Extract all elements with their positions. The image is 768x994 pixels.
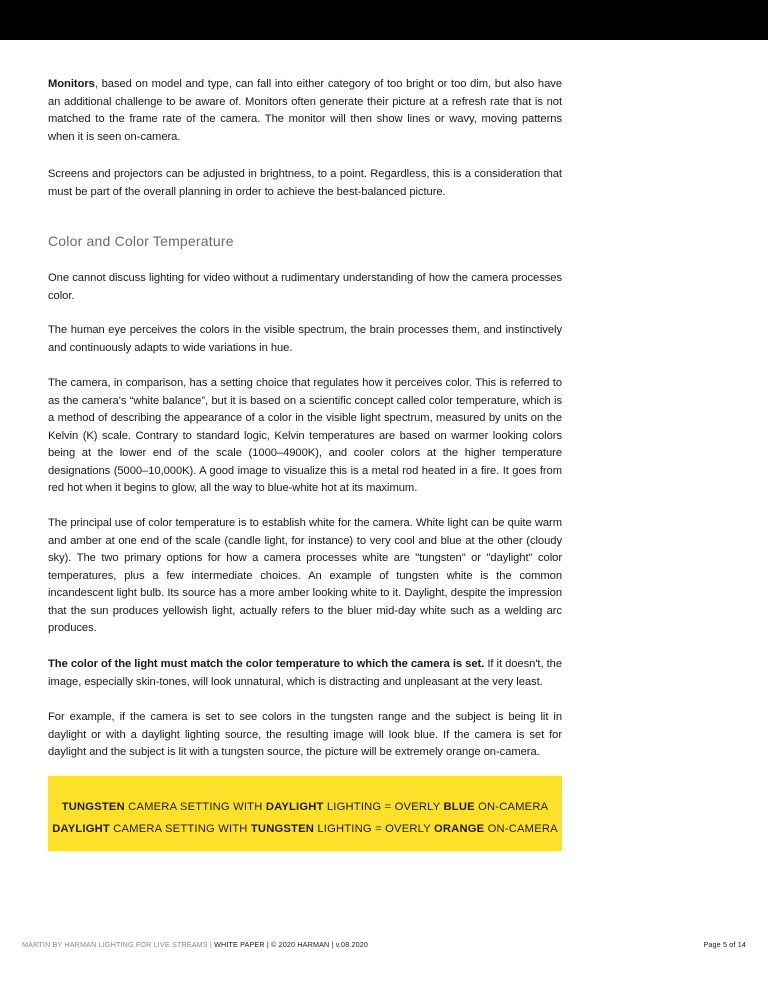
- match-emphasis: The color of the light must match the color temperature to which the camera is set.: [48, 658, 485, 670]
- footer-title: MARTIN BY HARMAN LIGHTING FOR LIVE STREAMS |: [22, 940, 215, 949]
- paragraph-intro: One cannot discuss lighting for video without a rudimentary understanding of how the camera processes color.: [48, 272, 562, 302]
- match-text: If it doesn't, the image, especially skin-tones, will look unnatural, which is distracting and unpleasant at the very least.: [48, 658, 562, 688]
- section-heading: Color and Color Temperature: [48, 233, 234, 249]
- callout-term: TUNGSTEN: [250, 823, 315, 835]
- callout-box: [48, 776, 562, 851]
- paragraph-match: [48, 656, 562, 691]
- page-number: Page 5 of 14: [703, 940, 746, 949]
- callout-text: ON-CAMERA: [484, 823, 558, 835]
- callout-term: DAYLIGHT: [265, 801, 324, 813]
- paragraph-example: For example, if the camera is set to see colors in the tungsten range and the subject is being lit in daylight or with a daylight lighting source, the resulting image will look blue. If the camera is set for daylight and the subject is lit with a tungsten source, the picture will be extremely orange on-camera.: [48, 711, 562, 758]
- paragraph-camera: The camera, in comparison, has a setting choice that regulates how it perceives color. This is referred to as the camera's “white balance”, but it is based on a scientific concept called color temperature, which is a method of describing the appearance of a color in the visible light spectrum, measured by units on the Kelvin (K) scale. Contrary to standard logic, Kelvin temperatures are based on warmer looking colors being at the lower end of the scale (1000–4900K), and cooler colors at the higher temperature designations (5000–10,000K). A good image to visualize this is a metal rod heated in a fire. It goes from red hot when it begins to glow, all the way to blue-white hot at its maximum.: [48, 377, 562, 494]
- callout-text: LIGHTING = OVERLY: [323, 801, 444, 813]
- monitors-text: , based on model and type, can fall into either category of too bright or too dim, but also have an additional challenge to be aware of. Monitors often generate their picture at a refresh rate that is not matched to the frame rate of the camera. The monitor will then show lines or wavy, moving patterns when it is seen on-camera.: [48, 78, 562, 143]
- callout-text: CAMERA SETTING WITH: [124, 801, 266, 813]
- callout-text: ON-CAMERA: [474, 801, 549, 813]
- paragraph-eye: The human eye perceives the colors in the visible spectrum, the brain processes them, and instinctively and continuously adapts to wide variations in hue.: [48, 324, 562, 354]
- callout-line-2: [48, 818, 562, 840]
- paragraph-screens: Screens and projectors can be adjusted in brightness, to a point. Regardless, this is a consideration that must be part of the overall planning in order to achieve the best-balanced picture.: [48, 168, 562, 198]
- paragraph-principal: The principal use of color temperature is to establish white for the camera. White light can be quite warm and amber at one end of the scale (candle light, for instance) to very cool and blue at the other (cloudy sky). The two primary options for how a camera processes white are "tungsten" or "daylight" color temperatures, plus a few intermediate choices. An example of tungsten white is the common incandescent light bulb. Its source has a more amber looking white to it. Daylight, despite the impression that the sun produces yellowish light, actually refers to the bluer mid-day white such as a welding arc produces.: [48, 517, 562, 634]
- callout-term: BLUE: [443, 801, 475, 813]
- callout-term: TUNGSTEN: [61, 801, 125, 813]
- callout-term: DAYLIGHT: [52, 823, 110, 835]
- footer-doc-info: WHITE PAPER | © 2020 HARMAN | v.08.2020: [214, 940, 369, 949]
- callout-text: CAMERA SETTING WITH: [109, 823, 251, 835]
- page-footer: [22, 940, 746, 952]
- monitors-term: Monitors: [48, 78, 95, 90]
- paragraph-monitors: [48, 76, 562, 146]
- top-bar: [0, 0, 768, 40]
- callout-term: ORANGE: [434, 823, 485, 835]
- footer-left: [22, 940, 368, 949]
- callout-text: LIGHTING = OVERLY: [314, 823, 434, 835]
- callout-line-1: [48, 796, 562, 818]
